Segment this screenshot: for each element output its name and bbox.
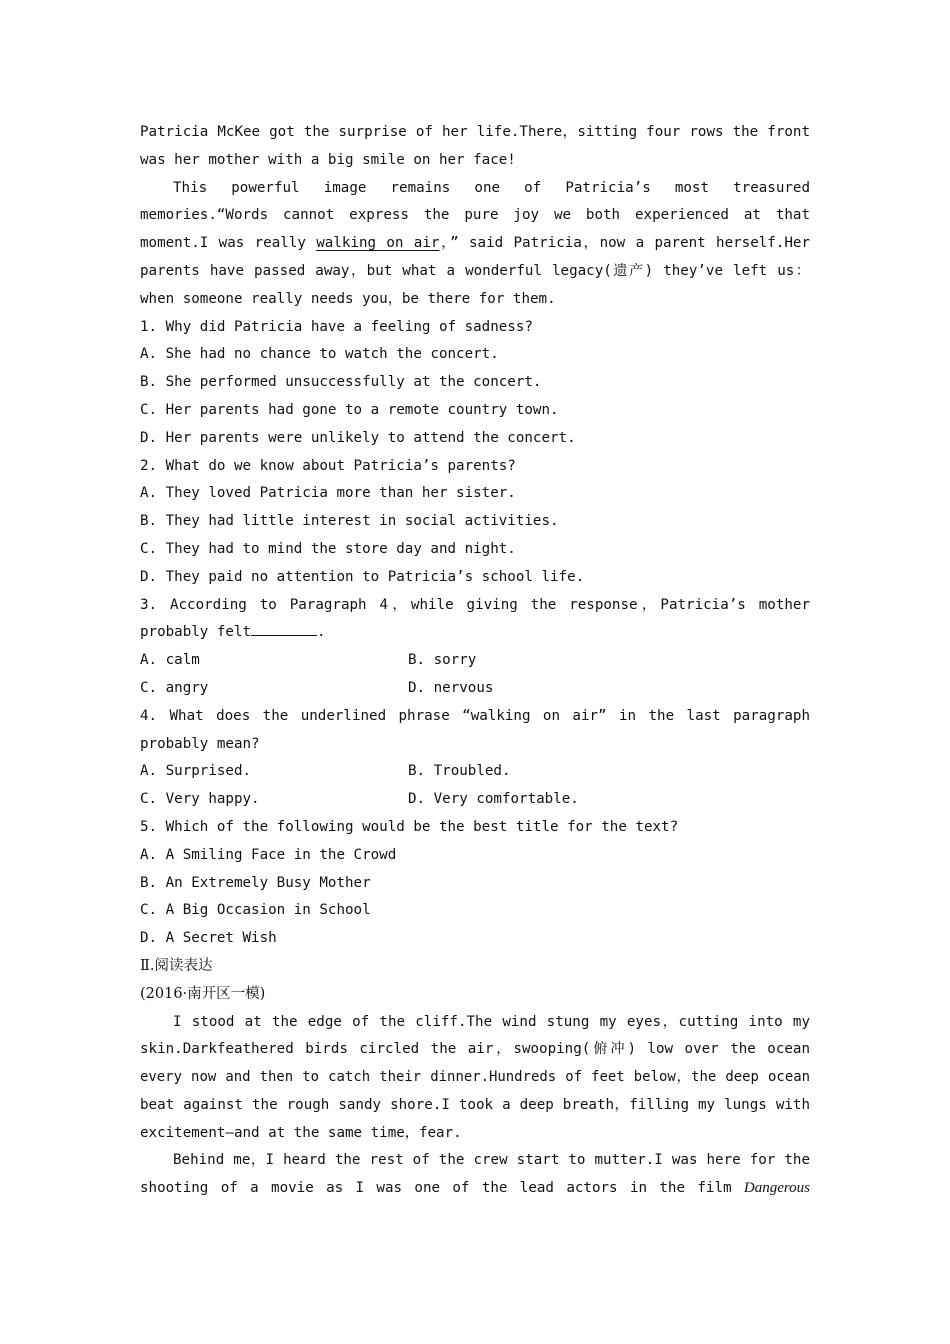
option-a: A. She had no chance to watch the concert.: [140, 346, 499, 363]
option-c: C. Her parents had gone to a remote country town.: [140, 401, 559, 418]
section-heading: Ⅱ.阅读表达: [140, 957, 213, 974]
option-b: B. sorry: [408, 652, 477, 669]
passage-line: beat against the rough sandy shore.I took a deep breath，filling my lungs with: [140, 1096, 810, 1113]
option-c: C. A Big Occasion in School: [140, 902, 371, 919]
option-d: D. Very comfortable.: [408, 791, 579, 808]
passage-line: memories.“Words cannot express the pure joy we both experienced at that: [140, 207, 810, 224]
option-row: [140, 786, 810, 814]
question-stem: 4. What does the underlined phrase “walking on air” in the last paragraph: [140, 707, 810, 724]
passage-line: Behind me，I heard the rest of the crew start to mutter.I was here for the: [173, 1152, 810, 1169]
option-d: D. Her parents were unlikely to attend the concert.: [140, 429, 576, 446]
passage-line: excitement—and at the same time，fear.: [140, 1124, 462, 1141]
question-stem: 1. Why did Patricia have a feeling of sadness?: [140, 318, 533, 335]
passage-line: This powerful image remains one of Patricia’s most treasured: [173, 179, 810, 196]
question-stem: [140, 619, 810, 647]
passage-line: when someone really needs you，be there for them.: [140, 290, 556, 307]
question-stem: probably mean?: [140, 735, 260, 752]
option-row: [140, 647, 810, 675]
question-stem: 2. What do we know about Patricia’s parents?: [140, 457, 516, 474]
passage-line: [140, 230, 810, 258]
text-segment: .: [317, 624, 326, 641]
passage-line: [140, 1175, 810, 1203]
option-c: C. angry: [140, 679, 209, 696]
answer-blank: [251, 621, 317, 636]
question-stem: 5. Which of the following would be the best title for the text?: [140, 818, 679, 835]
text-segment: probably felt: [140, 624, 252, 641]
source-note: (2016·南开区一模): [140, 985, 266, 1002]
passage-line: every now and then to catch their dinner.Hundreds of feet below，the deep ocean: [140, 1069, 810, 1086]
option-row: [140, 758, 810, 786]
option-d: D. nervous: [408, 679, 494, 696]
underlined-phrase: walking on air: [316, 235, 440, 252]
option-a: A. Surprised.: [140, 763, 252, 780]
option-c: C. Very happy.: [140, 791, 260, 808]
option-a: A. They loved Patricia more than her sister.: [140, 485, 516, 502]
option-a: A. calm: [140, 652, 200, 669]
text-segment: moment.I was really: [140, 235, 317, 252]
passage-line: parents have passed away，but what a wonderful legacy(遗产) they’ve left us：: [140, 262, 810, 279]
question-stem: 3. According to Paragraph 4，while giving the response，Patricia’s mother: [140, 596, 810, 613]
passage-line: was her mother with a big smile on her face!: [140, 151, 516, 168]
film-title: Dangerous: [743, 1180, 810, 1197]
option-d: D. A Secret Wish: [140, 930, 277, 947]
option-b: B. She performed unsuccessfully at the concert.: [140, 374, 542, 391]
option-b: B. They had little interest in social activities.: [140, 513, 559, 530]
option-a: A. A Smiling Face in the Crowd: [140, 846, 397, 863]
text-segment: ，” said Patricia，now a parent herself.Her: [439, 235, 810, 252]
option-d: D. They paid no attention to Patricia’s school life.: [140, 568, 585, 585]
option-row: [140, 675, 810, 703]
passage-line: I stood at the edge of the cliff.The wind stung my eyes，cutting into my: [173, 1013, 810, 1030]
passage-line: skin.Darkfeathered birds circled the air，swooping(俯冲) low over the ocean: [140, 1041, 810, 1058]
option-b: B. Troubled.: [408, 763, 511, 780]
passage-line: Patricia McKee got the surprise of her life.There，sitting four rows the front: [140, 124, 810, 140]
option-b: B. An Extremely Busy Mother: [140, 874, 371, 891]
option-c: C. They had to mind the store day and night.: [140, 540, 516, 557]
text-segment: shooting of a movie as I was one of the lead actors in the film: [140, 1180, 744, 1197]
document-page: [140, 119, 810, 1203]
